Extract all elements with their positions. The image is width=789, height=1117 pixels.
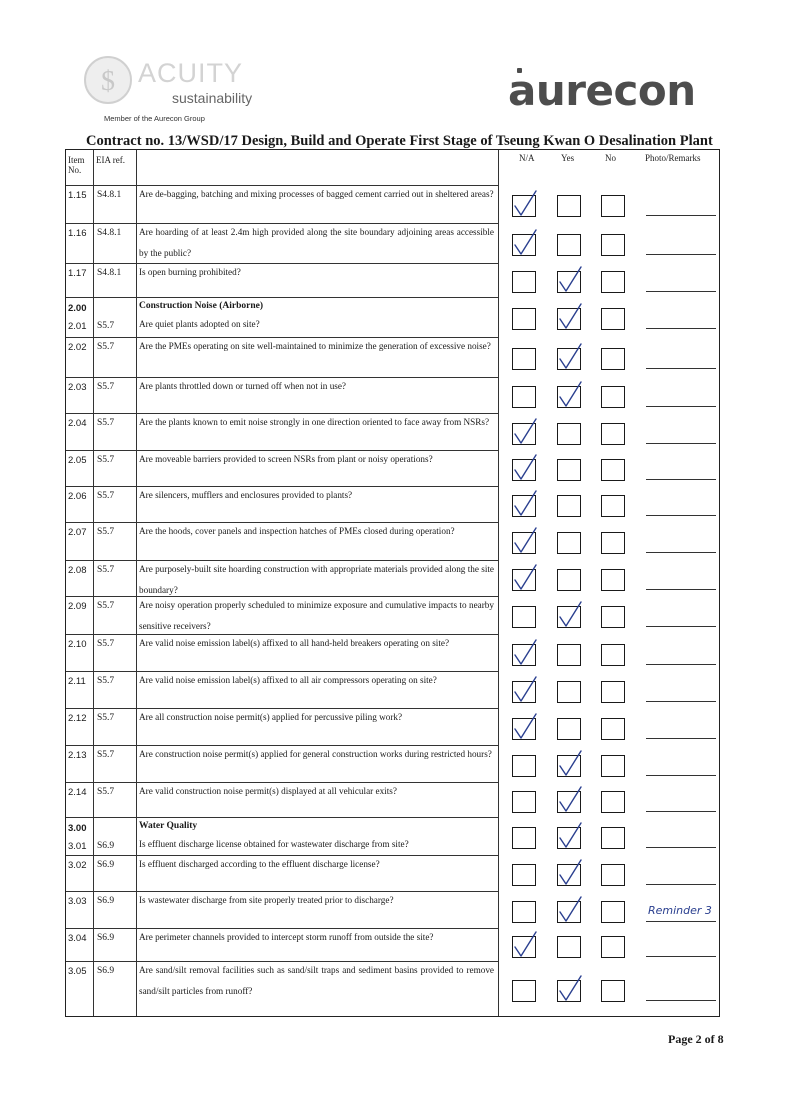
- remark-line[interactable]: [646, 775, 716, 776]
- checklist-question: Is effluent discharged according to the effluent discharge license?: [139, 859, 380, 869]
- checklist-question: Are de-bagging, batching and mixing processes of bagged cement carried out in sheltered areas?: [139, 189, 494, 199]
- checkbox-no[interactable]: [601, 495, 625, 517]
- checklist-question: Are hoarding of at least 2.4m high provided along the site boundary adjoining areas accessible by the public?: [139, 227, 494, 258]
- checkbox-na[interactable]: [512, 644, 536, 666]
- header-na: N/A: [519, 153, 535, 163]
- row-divider: [66, 928, 498, 929]
- checkbox-yes[interactable]: [557, 980, 581, 1002]
- checkbox-yes[interactable]: [557, 271, 581, 293]
- checkbox-na[interactable]: [512, 980, 536, 1002]
- checkbox-na[interactable]: [512, 606, 536, 628]
- checkbox-no[interactable]: [601, 936, 625, 958]
- checklist-question: Are the hoods, cover panels and inspection hatches of PMEs closed during operation?: [139, 526, 455, 536]
- checkbox-na[interactable]: [512, 755, 536, 777]
- check-mark-icon: [511, 639, 539, 667]
- item-number: 2.02: [68, 342, 87, 353]
- remark-line[interactable]: [646, 328, 716, 329]
- checkbox-na[interactable]: [512, 827, 536, 849]
- row-divider: [66, 782, 498, 783]
- eia-ref: S5.7: [97, 418, 115, 428]
- header-eia-ref: EIA ref.: [96, 155, 125, 165]
- checkbox-no[interactable]: [601, 234, 625, 256]
- eia-ref: S6.9: [97, 966, 115, 976]
- check-mark-icon: [556, 859, 584, 887]
- check-mark-icon: [511, 676, 539, 704]
- acuity-name: ACUITY: [138, 58, 244, 88]
- checkbox-no[interactable]: [601, 308, 625, 330]
- checkbox-no[interactable]: [601, 386, 625, 408]
- eia-ref: S5.7: [97, 713, 115, 723]
- checkbox-yes[interactable]: [557, 791, 581, 813]
- check-mark-icon: [556, 786, 584, 814]
- checkbox-yes[interactable]: [557, 308, 581, 330]
- checkbox-yes[interactable]: [557, 386, 581, 408]
- row-divider: [66, 560, 498, 561]
- checkbox-no[interactable]: [601, 195, 625, 217]
- checklist-question: Are noisy operation properly scheduled to minimize exposure and cumulative impacts to nearby sensitive receivers?: [139, 600, 494, 631]
- checkbox-no[interactable]: [601, 718, 625, 740]
- row-divider: [66, 185, 498, 186]
- check-mark-icon: [511, 454, 539, 482]
- eia-ref: S5.7: [97, 787, 115, 797]
- checklist-question: Are purposely-built site hoarding construction with appropriate materials provided along the site boundary?: [139, 564, 494, 595]
- checkbox-no[interactable]: [601, 980, 625, 1002]
- remark-line[interactable]: [646, 589, 716, 590]
- acuity-subtitle: sustainability: [172, 90, 253, 106]
- remark-line[interactable]: [646, 215, 716, 216]
- checklist-question: Is open burning prohibited?: [139, 267, 241, 277]
- check-mark-icon: [511, 564, 539, 592]
- checkbox-na[interactable]: [512, 195, 536, 217]
- item-number: 2.06: [68, 491, 87, 502]
- checkbox-no[interactable]: [601, 423, 625, 445]
- item-number: 3.02: [68, 860, 87, 871]
- checkbox-na[interactable]: [512, 864, 536, 886]
- remark-line[interactable]: [646, 738, 716, 739]
- acuity-emblem-icon: [82, 54, 134, 106]
- item-number: 2.05: [68, 455, 87, 466]
- checkbox-yes[interactable]: [557, 532, 581, 554]
- eia-ref: S5.7: [97, 601, 115, 611]
- section-title: Water Quality: [139, 821, 198, 831]
- checkbox-no[interactable]: [601, 348, 625, 370]
- check-mark-icon: [511, 713, 539, 741]
- checkbox-yes[interactable]: [557, 423, 581, 445]
- remark-line[interactable]: [646, 956, 716, 957]
- eia-ref: S5.7: [97, 676, 115, 686]
- row-divider: [66, 486, 498, 487]
- eia-ref: S6.9: [97, 896, 115, 906]
- check-mark-icon: [511, 190, 539, 218]
- row-divider: [66, 634, 498, 635]
- remark-line[interactable]: [646, 921, 716, 922]
- item-number: 1.16: [68, 228, 87, 239]
- checkbox-yes[interactable]: [557, 459, 581, 481]
- check-mark-icon: [511, 490, 539, 518]
- checkbox-yes[interactable]: [557, 495, 581, 517]
- checkbox-yes[interactable]: [557, 569, 581, 591]
- checkbox-no[interactable]: [601, 791, 625, 813]
- item-number: 3.01: [68, 841, 87, 852]
- checkbox-no[interactable]: [601, 901, 625, 923]
- column-divider: [93, 150, 94, 1016]
- checklist-question: Are sand/silt removal facilities such as sand/silt traps and sediment basins provided to remove sand/silt particles from runoff?: [139, 965, 494, 996]
- eia-ref: S5.7: [97, 321, 115, 331]
- acuity-logo: [78, 52, 278, 124]
- checkbox-no[interactable]: [601, 644, 625, 666]
- remark-line[interactable]: [646, 552, 716, 553]
- checklist-question: Are valid noise emission label(s) affixed to all hand-held breakers operating on site?: [139, 638, 450, 648]
- checklist-question: Are the plants known to emit noise strongly in one direction oriented to face away from NSRs?: [139, 417, 490, 427]
- item-number: 1.15: [68, 190, 87, 201]
- item-number: 2.03: [68, 382, 87, 393]
- eia-ref: S4.8.1: [97, 268, 122, 278]
- checkbox-na[interactable]: [512, 681, 536, 703]
- svg-text:$: $: [101, 66, 115, 97]
- checkbox-yes[interactable]: [557, 827, 581, 849]
- remark-line[interactable]: [646, 811, 716, 812]
- checkbox-yes[interactable]: [557, 718, 581, 740]
- remark-line[interactable]: [646, 1000, 716, 1001]
- remark-line[interactable]: [646, 291, 716, 292]
- checkbox-no[interactable]: [601, 459, 625, 481]
- checklist-question: Are quiet plants adopted on site?: [139, 319, 260, 329]
- checkbox-na[interactable]: [512, 348, 536, 370]
- item-number: 1.17: [68, 268, 87, 279]
- remark-line[interactable]: [646, 443, 716, 444]
- check-mark-icon: [556, 601, 584, 629]
- checkbox-na[interactable]: [512, 271, 536, 293]
- checkbox-no[interactable]: [601, 864, 625, 886]
- row-divider: [66, 263, 498, 264]
- checkbox-yes[interactable]: [557, 755, 581, 777]
- eia-ref: S5.7: [97, 342, 115, 352]
- row-divider: [66, 817, 498, 818]
- checkbox-yes[interactable]: [557, 348, 581, 370]
- checkbox-no[interactable]: [601, 681, 625, 703]
- check-mark-icon: [556, 303, 584, 331]
- item-number: 2.07: [68, 527, 87, 538]
- section-number: 2.00: [68, 303, 87, 314]
- checkbox-yes[interactable]: [557, 234, 581, 256]
- eia-ref: S5.7: [97, 750, 115, 760]
- header-remarks: Photo/Remarks: [645, 153, 701, 163]
- checklist-question: Are perimeter channels provided to intercept storm runoff from outside the site?: [139, 932, 434, 942]
- check-mark-icon: [556, 975, 584, 1003]
- remark-line[interactable]: [646, 406, 716, 407]
- item-number: 3.03: [68, 896, 87, 907]
- row-divider: [66, 891, 498, 892]
- acuity-member-note: Member of the Aurecon Group: [104, 114, 205, 123]
- check-mark-icon: [511, 931, 539, 959]
- checkbox-yes[interactable]: [557, 864, 581, 886]
- checkbox-na[interactable]: [512, 569, 536, 591]
- item-number: 2.01: [68, 321, 87, 332]
- checklist-question: Are valid noise emission label(s) affixed to all air compressors operating on site?: [139, 675, 437, 685]
- checkbox-na[interactable]: [512, 423, 536, 445]
- row-divider: [66, 961, 498, 962]
- checkbox-na[interactable]: [512, 495, 536, 517]
- checklist-question: Are all construction noise permit(s) applied for percussive piling work?: [139, 712, 403, 722]
- row-divider: [66, 413, 498, 414]
- checkbox-yes[interactable]: [557, 606, 581, 628]
- check-mark-icon: [556, 266, 584, 294]
- item-number: 3.05: [68, 966, 87, 977]
- row-divider: [66, 855, 498, 856]
- remark-line[interactable]: [646, 626, 716, 627]
- checkbox-na[interactable]: [512, 459, 536, 481]
- item-number: 3.04: [68, 933, 87, 944]
- eia-ref: S5.7: [97, 565, 115, 575]
- item-number: 2.14: [68, 787, 87, 798]
- checkbox-na[interactable]: [512, 901, 536, 923]
- checklist-question: Are plants throttled down or turned off when not in use?: [139, 381, 347, 391]
- eia-ref: S6.9: [97, 933, 115, 943]
- eia-ref: S5.7: [97, 455, 115, 465]
- item-number: 2.09: [68, 601, 87, 612]
- row-divider: [66, 596, 498, 597]
- eia-ref: S5.7: [97, 527, 115, 537]
- remark-line[interactable]: [646, 664, 716, 665]
- row-divider: [66, 450, 498, 451]
- checklist-question: Is effluent discharge license obtained for wastewater discharge from site?: [139, 839, 409, 849]
- checkbox-no[interactable]: [601, 606, 625, 628]
- checklist-table: [65, 149, 720, 1017]
- item-number: 2.11: [68, 676, 86, 687]
- row-divider: [66, 745, 498, 746]
- row-divider: [66, 297, 498, 298]
- item-number: 2.13: [68, 750, 87, 761]
- remark-line[interactable]: [646, 368, 716, 369]
- header-yes: Yes: [561, 153, 575, 163]
- checkbox-no[interactable]: [601, 271, 625, 293]
- row-divider: [66, 223, 498, 224]
- checkbox-yes[interactable]: [557, 681, 581, 703]
- aurecon-logo: aurecon: [508, 66, 696, 115]
- checkbox-na[interactable]: [512, 234, 536, 256]
- remark-line[interactable]: [646, 515, 716, 516]
- checkbox-no[interactable]: [601, 827, 625, 849]
- check-mark-icon: [511, 229, 539, 257]
- eia-ref: S5.7: [97, 491, 115, 501]
- checkbox-na[interactable]: [512, 308, 536, 330]
- checklist-question: Are moveable barriers provided to screen NSRs from plant or noisy operations?: [139, 454, 433, 464]
- handwritten-remark: Reminder 3: [648, 904, 712, 917]
- eia-ref: S6.9: [97, 841, 115, 851]
- eia-ref: S4.8.1: [97, 190, 122, 200]
- row-divider: [66, 522, 498, 523]
- checkbox-na[interactable]: [512, 791, 536, 813]
- item-number: 2.04: [68, 418, 87, 429]
- check-mark-icon: [556, 750, 584, 778]
- check-mark-icon: [556, 343, 584, 371]
- checkbox-yes[interactable]: [557, 936, 581, 958]
- eia-ref: S5.7: [97, 639, 115, 649]
- check-mark-icon: [556, 896, 584, 924]
- remark-line[interactable]: [646, 884, 716, 885]
- checklist-question: Are the PMEs operating on site well-maintained to minimize the generation of excessive noise?: [139, 341, 491, 351]
- checkbox-na[interactable]: [512, 936, 536, 958]
- remark-line[interactable]: [646, 701, 716, 702]
- checkbox-yes[interactable]: [557, 195, 581, 217]
- row-divider: [66, 337, 498, 338]
- section-title: Construction Noise (Airborne): [139, 301, 264, 311]
- check-mark-icon: [511, 527, 539, 555]
- check-mark-icon: [511, 418, 539, 446]
- page-number: Page 2 of 8: [668, 1032, 724, 1046]
- row-divider: [66, 671, 498, 672]
- eia-ref: S4.8.1: [97, 228, 122, 238]
- section-number: 3.00: [68, 823, 87, 834]
- eia-ref: S6.9: [97, 860, 115, 870]
- row-divider: [66, 708, 498, 709]
- checkbox-no[interactable]: [601, 532, 625, 554]
- checklist-question: Is wastewater discharge from site properly treated prior to discharge?: [139, 895, 394, 905]
- check-mark-icon: [556, 822, 584, 850]
- row-divider: [66, 377, 498, 378]
- column-divider: [136, 150, 137, 1016]
- item-number: 2.12: [68, 713, 87, 724]
- checkbox-no[interactable]: [601, 755, 625, 777]
- checklist-question: Are valid construction noise permit(s) displayed at all vehicular exits?: [139, 786, 397, 796]
- contract-title: Contract no. 13/WSD/17 Design, Build and Operate First Stage of Tseung Kwan O Desalination Plant: [86, 133, 713, 149]
- header-item-no: Item No.: [68, 155, 85, 175]
- checkbox-na[interactable]: [512, 386, 536, 408]
- checklist-question: Are silencers, mufflers and enclosures provided to plants?: [139, 490, 353, 500]
- check-mark-icon: [556, 381, 584, 409]
- remark-line[interactable]: [646, 479, 716, 480]
- checkbox-na[interactable]: [512, 532, 536, 554]
- eia-ref: S5.7: [97, 382, 115, 392]
- item-number: 2.10: [68, 639, 87, 650]
- item-number: 2.08: [68, 565, 87, 576]
- checkbox-yes[interactable]: [557, 901, 581, 923]
- remark-line[interactable]: [646, 254, 716, 255]
- header-no: No: [605, 153, 616, 163]
- checkbox-na[interactable]: [512, 718, 536, 740]
- remark-line[interactable]: [646, 847, 716, 848]
- checkbox-no[interactable]: [601, 569, 625, 591]
- checkbox-yes[interactable]: [557, 644, 581, 666]
- checklist-question: Are construction noise permit(s) applied for general construction works during restricted hours?: [139, 749, 492, 759]
- column-divider: [498, 150, 499, 1016]
